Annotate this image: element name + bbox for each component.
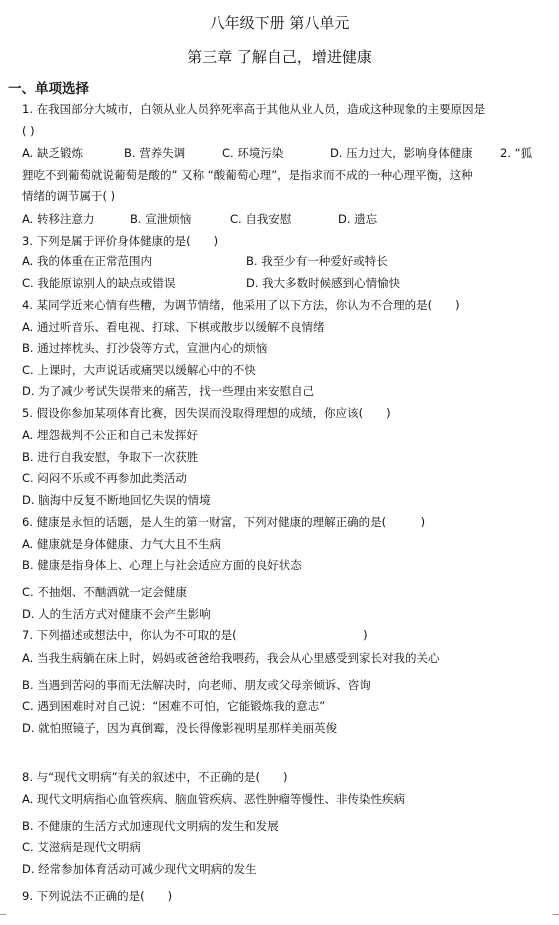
question-6-option-d: D. 人的生活方式对健康不会产生影响	[22, 607, 211, 621]
question-2-option-a: A. 转移注意力	[22, 212, 95, 226]
question-5-option-d: D. 脑海中反复不断地回忆失误的情境	[22, 493, 211, 507]
corner-mark-bottom-left	[0, 914, 6, 923]
question-6-option-b: B. 健康是指身体上、心理上与社会适应方面的良好状态	[22, 558, 302, 572]
question-2-option-d: D. 遗忘	[338, 212, 378, 226]
question-9-stem: 9. 下列说法不正确的是( )	[22, 889, 173, 903]
question-7-option-b: B. 当遇到苦闷的事而无法解决时，向老师、朋友或父母亲倾诉、咨询	[22, 678, 371, 692]
corner-mark-bottom-right	[553, 914, 559, 923]
question-4-option-a: A. 通过听音乐、看电视、打球、下棋或散步以缓解不良情绪	[22, 320, 325, 334]
question-1-option-c: C. 环境污染	[222, 146, 284, 160]
question-3-option-d: D. 我大多数时候感到心情愉快	[246, 276, 401, 290]
question-1-stem: 1. 在我国部分大城市，白领从业人员猝死率高于其他从业人员，造成这种现象的主要原因是	[22, 102, 486, 116]
question-4-option-d: D. 为了减少考试失误带来的痛苦，找一些理由来安慰自己	[22, 384, 315, 398]
question-4-stem: 4. 某同学近来心情有些糟，为调节情绪，他采用了以下方法，你认为不合理的是( )	[22, 298, 460, 312]
question-5-stem: 5. 假设你参加某项体育比赛，因失误而没取得理想的成绩，你应该( )	[22, 406, 391, 420]
question-8-option-a: A. 现代文明病指心血管疾病、脑血管疾病、恶性肿瘤等慢性、非传染性疾病	[22, 792, 405, 806]
question-3-stem: 3. 下列是属于评价身体健康的是( )	[22, 234, 219, 248]
question-7-stem: 7. 下列描述或想法中，你认为不可取的是( )	[22, 628, 368, 642]
page-title: 八年级下册 第八单元	[209, 14, 350, 32]
question-3-option-c: C. 我能原谅别人的缺点或错误	[22, 276, 176, 290]
question-5-option-c: C. 闷闷不乐或不再参加此类活动	[22, 471, 187, 485]
question-4-option-c: C. 上课时，大声说话或痛哭以缓解心中的不快	[22, 363, 256, 377]
question-6-stem: 6. 健康是永恒的话题，是人生的第一财富，下列对健康的理解正确的是( )	[22, 515, 426, 529]
question-1-option-b: B. 营养失调	[124, 146, 186, 160]
question-2-stem-line2: 狸吃不到葡萄就说葡萄是酸的” 又称 “酸葡萄心理”，是指求而不成的一种心理平衡，这种	[22, 168, 473, 182]
question-2-stem-line3: 情绪的调节属于( )	[22, 189, 116, 203]
question-4-option-b: B. 通过摔枕头、打沙袋等方式，宣泄内心的烦恼	[22, 341, 268, 355]
question-8-option-c: C. 艾滋病是现代文明病	[22, 840, 141, 854]
question-3-option-a: A. 我的体重在正常范围内	[22, 254, 152, 268]
question-8-stem: 8. 与“现代文明病”有关的叙述中，不正确的是( )	[22, 770, 288, 784]
question-6-option-c: C. 不抽烟、不酗酒就一定会健康	[22, 585, 187, 599]
question-5-option-b: B. 进行自我安慰，争取下一次获胜	[22, 450, 199, 464]
question-5-option-a: A. 埋怨裁判不公正和自己未发挥好	[22, 428, 198, 442]
question-6-option-a: A. 健康就是身体健康、力气大且不生病	[22, 537, 221, 551]
question-2-stem-start: 2. “狐	[500, 146, 533, 160]
question-8-option-b: B. 不健康的生活方式加速现代文明病的发生和发展	[22, 819, 279, 833]
question-7-option-d: D. 就怕照镜子，因为真倒霉，没长得像影视明星那样美丽英俊	[22, 721, 338, 735]
question-1-paren: ( )	[22, 124, 35, 138]
question-8-option-d: D. 经常参加体育活动可减少现代文明病的发生	[22, 862, 257, 876]
question-1-option-d: D. 压力过大，影响身体健康	[330, 146, 473, 160]
question-3-option-b: B. 我至少有一种爱好或特长	[246, 254, 388, 268]
question-7-option-a: A. 当我生病躺在床上时，妈妈或爸爸给我喂药，我会从心里感受到家长对我的关心	[22, 651, 440, 665]
question-2-option-c: C. 自我安慰	[230, 212, 292, 226]
chapter-title: 第三章 了解自己，增进健康	[187, 48, 372, 66]
question-7-option-c: C. 遇到困难时对自己说：“困难不可怕，它能锻炼我的意志”	[22, 699, 326, 713]
question-2-option-b: B. 宣泄烦恼	[130, 212, 192, 226]
question-1-option-a: A. 缺乏锻炼	[22, 146, 83, 160]
section-heading: 一、单项选择	[8, 81, 89, 97]
